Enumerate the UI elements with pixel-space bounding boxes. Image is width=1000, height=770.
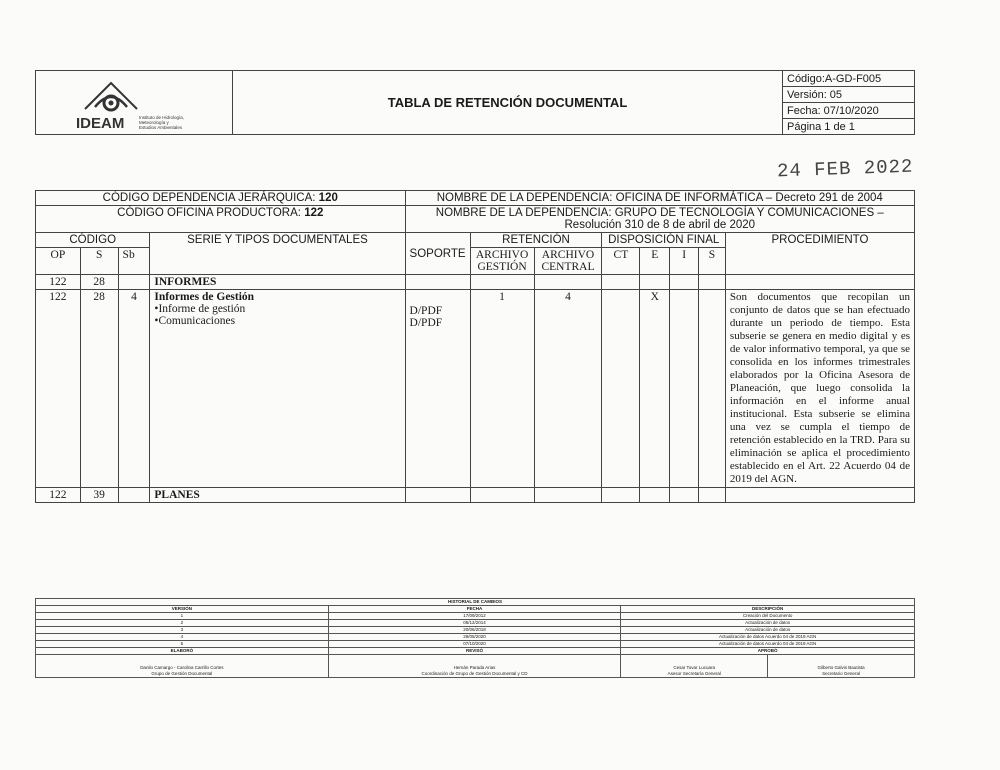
date-stamp: 24 FEB 2022 xyxy=(776,155,914,183)
document-header xyxy=(35,70,915,135)
col-sb: Sb xyxy=(118,248,150,275)
col-ct: CT xyxy=(602,248,640,275)
col-i: I xyxy=(670,248,699,275)
history-row: 2 05/12/2014 Actualización de datos xyxy=(36,620,915,627)
document-title: TABLA DE RETENCIÓN DOCUMENTAL xyxy=(387,95,628,110)
signature-reviso: Hernán Parada Arias Coordinación de Grupo de Gestión Documental y CD xyxy=(328,655,621,678)
change-history-table: HISTORIAL DE CAMBIOS VERSIÓN FECHA DESCRIPCIÓN 1 17/09/2012 Creación del Documento 2 05/12/2014 Actualización de datos 3 20/06/2018 Actualización de datos 4 29/05/2020 Actualización de datos Acuerdo 04 de 2019 AGN 5 07/10/2020 Actualización de datos Acuerdo 04 de 2019 AGN ELABORÓ REVISÓ APROBÓ Danilo Camargo - Carolina Carrillo Cortes Grupo de Gestión Documental Hernán Parada Arias Coordinación de Grupo de Gestión Documental y CD Cesar Tovar Lucuara Asesor Secretaría General Gilberto Galvis Bautista Secretario General xyxy=(35,598,915,678)
dependency-name-1: NOMBRE DE LA DEPENDENCIA: OFICINA DE INFORMÁTICA – Decreto 291 de 2004 xyxy=(405,191,914,206)
signatures-row xyxy=(36,655,915,678)
dependency-row-2 xyxy=(36,206,915,233)
col-archivo-gestion: ARCHIVO GESTIÓN xyxy=(470,248,534,275)
col-disposicion: DISPOSICIÓN FINAL xyxy=(602,233,725,248)
table-row: 122 28 4 Informes de Gestión • Informe de gestión • Comunicaciones D/PDF D/PDF 1 4 X Son documentos que recopilan un conjunto de datos que se han efectuado durante un periodo de tiempo. Esta subserie se genera en medio digital y es de valor informativo temporal, ya que se consolida en los informes trimestrales elaborados por la Oficina Asesora de Planeación, que luego consolida la información en el informe anual institucional. Esta subserie se elimina una vez se cumpla el tiempo de retención establecido en la TRD. Para su eliminación se aplica el procedimiento establecido en el Art. 22 Acuerdo 04 de 2019 del AGN. xyxy=(36,290,915,488)
col-e: E xyxy=(640,248,670,275)
gestion-value: 1 xyxy=(470,290,534,488)
col-s: S xyxy=(80,248,118,275)
col-procedimiento: PROCEDIMIENTO xyxy=(725,233,914,275)
table-row: 122 39 PLANES xyxy=(36,488,915,503)
col-series: SERIE Y TIPOS DOCUMENTALES xyxy=(150,233,405,275)
signature-aprobo-1: Cesar Tovar Lucuara Asesor Secretaría General xyxy=(621,655,768,678)
history-row: 5 07/10/2020 Actualización de datos Acuerdo 04 de 2019 AGN xyxy=(36,641,915,648)
col-retencion: RETENCIÓN xyxy=(470,233,602,248)
column-header-row-1 xyxy=(36,233,915,248)
logo-subtitle: Instituto de Hidrología, Meteorología y Estudios Ambientales xyxy=(139,115,185,130)
procedure-text: Son documentos que recopilan un conjunto de datos que se han efectuado durante un periodo de tiempo. Esta subserie se genera en medio digital y es de valor informativo temporal, ya que se consolida en los informes trimestrales elaborados por la Oficina Asesora de Planeación, que luego consolida la información en el informe anual institucional. Esta subserie se elimina una vez se cumpla el tiempo de retención establecido en la TRD. Para su eliminación se aplica el procedimiento establecido en el Art. 22 Acuerdo 04 de 2019 del AGN. xyxy=(725,290,914,488)
hierarchical-code-cell: CÓDIGO DEPENDENCIA JERÁRQUICA: 120 xyxy=(36,191,406,206)
dependency-name-2: NOMBRE DE LA DEPENDENCIA: GRUPO DE TECNOLOGÍA Y COMUNICACIONES – Resolución 310 de 8 de abril de 2020 xyxy=(405,206,914,233)
producer-code-cell: CÓDIGO OFICINA PRODUCTORA: 122 xyxy=(36,206,406,233)
dependency-row-1 xyxy=(36,191,915,206)
history-row: 4 29/05/2020 Actualización de datos Acuerdo 04 de 2019 AGN xyxy=(36,634,915,641)
col-soporte: SOPORTE xyxy=(405,233,470,275)
col-codigo: CÓDIGO xyxy=(36,233,150,248)
series-name: INFORMES xyxy=(150,275,405,290)
signature-elaboro: Danilo Camargo - Carolina Carrillo Cortes Grupo de Gestión Documental xyxy=(36,655,329,678)
ideam-logo-icon xyxy=(81,79,141,117)
meta-page: Página 1 de 1 xyxy=(787,120,855,133)
soporte-cell: D/PDF D/PDF xyxy=(405,290,470,488)
document-type: • Comunicaciones xyxy=(154,315,400,327)
col-op: OP xyxy=(36,248,81,275)
document-meta xyxy=(782,71,914,134)
col-sel: S xyxy=(699,248,726,275)
retention-table xyxy=(35,190,915,503)
document-type: • Informe de gestión xyxy=(154,303,400,315)
history-row: 1 17/09/2012 Creación del Documento xyxy=(36,613,915,620)
eliminacion-mark: X xyxy=(640,290,670,488)
series-name: PLANES xyxy=(150,488,405,503)
subseries-name: Informes de Gestión xyxy=(154,291,255,303)
table-row: 122 28 INFORMES xyxy=(36,275,915,290)
col-archivo-central: ARCHIVO CENTRAL xyxy=(534,248,602,275)
history-title: HISTORIAL DE CAMBIOS xyxy=(36,599,915,606)
history-row: 3 20/06/2018 Actualización de datos xyxy=(36,627,915,634)
logo-cell xyxy=(36,71,233,134)
central-value: 4 xyxy=(534,290,602,488)
subseries-cell xyxy=(150,290,405,488)
logo-text: IDEAM xyxy=(76,115,125,132)
meta-version: Versión: 05 xyxy=(783,87,914,103)
meta-code: Código:A-GD-F005 xyxy=(783,71,914,87)
meta-date: Fecha: 07/10/2020 xyxy=(783,103,914,119)
signature-aprobo-2: Gilberto Galvis Bautista Secretario General xyxy=(768,655,915,678)
